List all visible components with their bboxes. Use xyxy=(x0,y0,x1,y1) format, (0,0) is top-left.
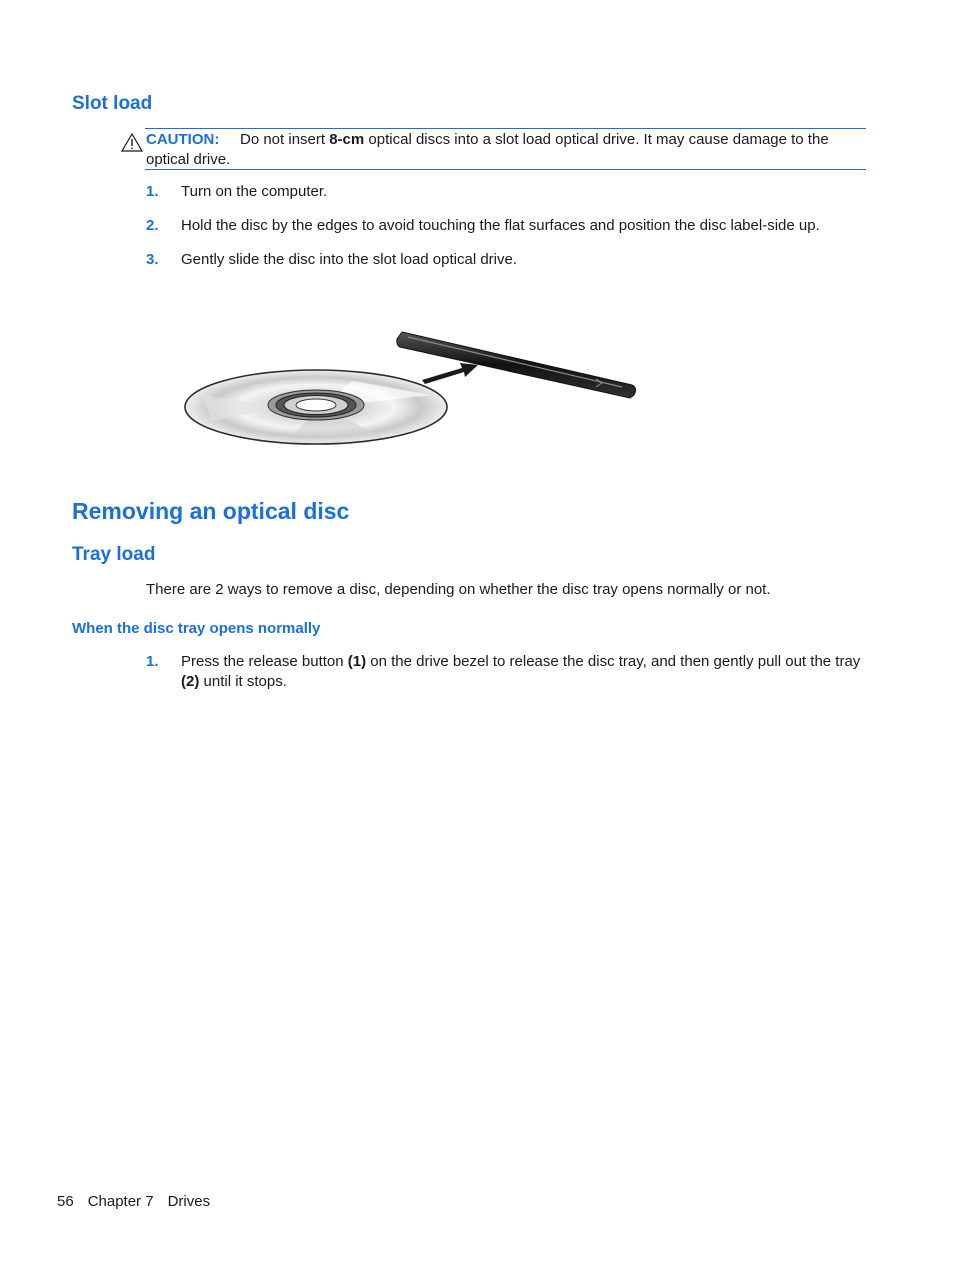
slot-drive-graphic xyxy=(397,332,636,398)
caution-notice xyxy=(118,128,866,169)
step-text-b: on the drive bezel to release the disc tray, and then gently pull out the tray xyxy=(366,653,861,670)
caution-top-rule xyxy=(145,128,866,129)
insert-arrow-icon xyxy=(422,363,478,384)
step-text: Gently slide the disc into the slot load optical drive. xyxy=(181,251,518,268)
slot-load-disc-illustration xyxy=(182,325,642,450)
tray-load-intro: There are 2 ways to remove a disc, depending on whether the disc tray opens normally or not. xyxy=(146,581,771,598)
caution-text-after: optical discs into a slot load optical drive. It may cause damage to the optical drive. xyxy=(146,131,829,168)
step-text: Turn on the computer. xyxy=(181,183,328,200)
caution-text-before: Do not insert xyxy=(240,131,330,148)
step-number: 2. xyxy=(146,217,159,234)
section-heading-tray-load: Tray load xyxy=(72,544,156,565)
step-number: 1. xyxy=(146,653,159,670)
step-number: 3. xyxy=(146,251,159,268)
caution-bottom-rule xyxy=(145,169,866,170)
footer-chapter: Chapter 7 xyxy=(87,1193,154,1210)
disc-graphic xyxy=(185,370,447,444)
section-heading-slot-load: Slot load xyxy=(72,93,153,114)
step-text xyxy=(181,652,871,692)
step-number: 1. xyxy=(146,183,159,200)
section-heading-removing-disc: Removing an optical disc xyxy=(72,498,350,524)
step-text-a: Press the release button xyxy=(181,653,348,670)
callout-1: (1) xyxy=(347,653,367,670)
caution-label: CAUTION: xyxy=(146,131,220,148)
page-number: 56 xyxy=(57,1193,74,1210)
step-text-c: until it stops. xyxy=(199,673,287,690)
step-text: Hold the disc by the edges to avoid touching the flat surfaces and position the disc label-side up. xyxy=(181,217,820,234)
caution-text xyxy=(146,130,866,169)
caution-bold-size: 8-cm xyxy=(329,131,365,148)
page-footer xyxy=(57,1192,224,1212)
callout-2: (2) xyxy=(181,673,200,690)
subheading-tray-opens-normally: When the disc tray opens normally xyxy=(72,620,321,637)
warning-triangle-icon xyxy=(121,133,143,152)
footer-section: Drives xyxy=(167,1193,211,1210)
